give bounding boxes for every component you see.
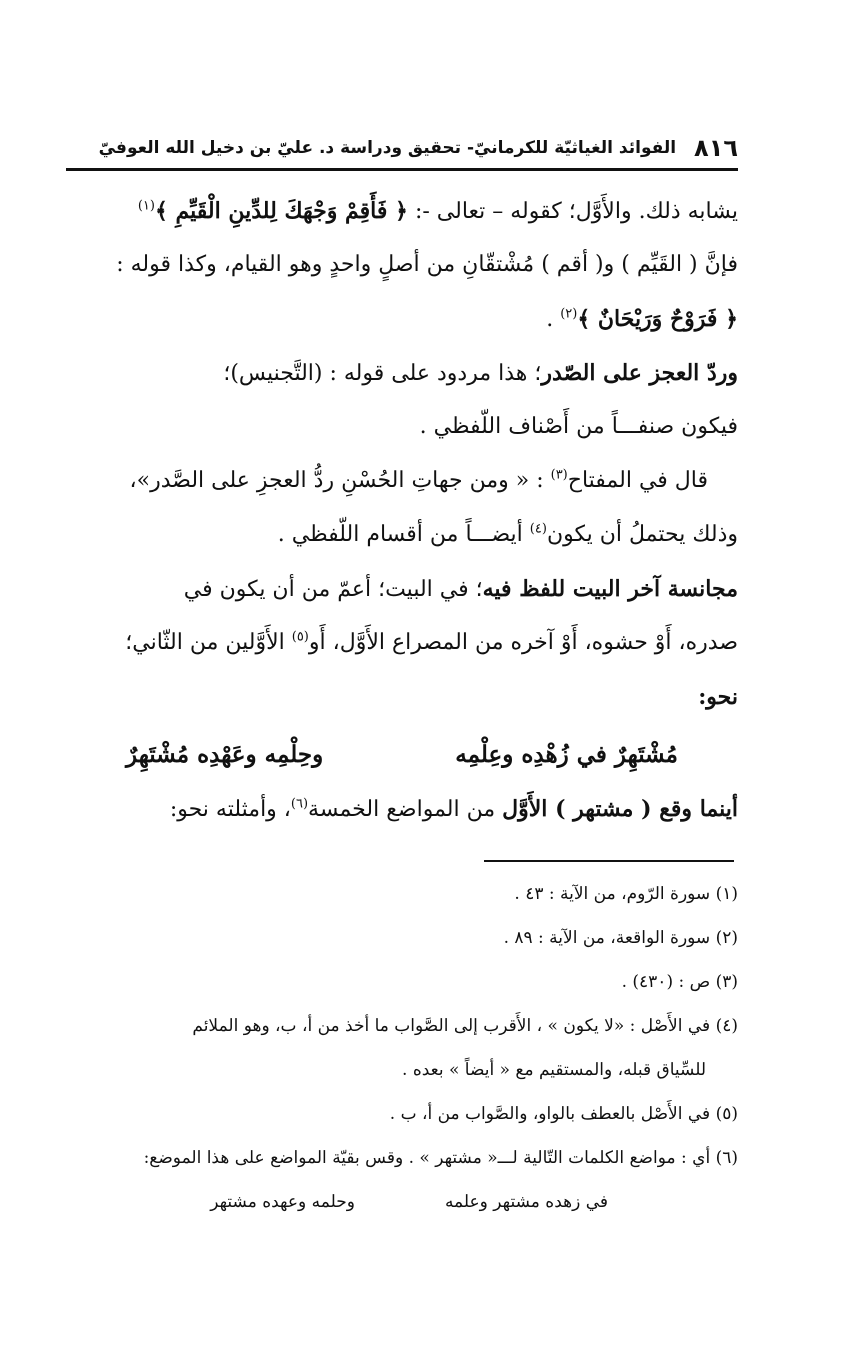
verse-hemistich-1: مُشْتَهِرٌ في زُهْدِه وعِلْمِه	[455, 741, 678, 768]
text-segment: .	[546, 307, 561, 332]
text-segment: أيضـــاً من أقسام اللّفظي .	[277, 522, 530, 547]
text-segment: قال في المفتاح	[567, 468, 708, 493]
text-line-2: فإنَّ ( القَيِّم ) و( أقم ) مُشْتقّانِ من أصلٍ واحدٍ وهو القيام، وكذا قوله :	[116, 252, 738, 277]
text-segment: الأَوَّل	[502, 796, 548, 822]
footnote-4-continuation: للسِّياق قبله، والمستقيم مع « أيضاً » بعده .	[402, 1060, 706, 1080]
footnote-2: (٢) سورة الواقعة، من الآية : ٨٩ .	[503, 928, 738, 948]
footnote-separator	[484, 860, 734, 862]
text-segment: : « ومن جهاتِ الحُسْنِ ردُّ العجزِ على الصَّدر»،	[129, 468, 551, 493]
footnote-3: (٣) ص : (٤٣٠) .	[621, 972, 738, 992]
footnotes	[66, 872, 738, 1224]
text-line-8	[66, 562, 738, 616]
footnote-1: (١) سورة الرّوم، من الآية : ٤٣ .	[514, 884, 738, 904]
footnote-verse-part-2: وحلمه وعهده مشتهر	[210, 1192, 355, 1212]
text-line-after-verse	[66, 782, 738, 837]
text-segment: أينما وقع ( مشتهر )	[547, 796, 738, 822]
page-number: ٨١٦	[694, 134, 738, 162]
verse-hemistich-2: وحِلْمِه وعَهْدِه مُشْتَهِرٌ	[126, 741, 324, 768]
text-line-10: نحو:	[698, 684, 738, 710]
text-segment: ، وأمثلته نحو:	[169, 797, 291, 822]
text-segment: ؛ في البيت؛ أعمّ من أن يكون في	[183, 577, 483, 602]
quran-quote: ﴿ فَرَوْحٌ وَرَيْحَانٌ ﴾	[577, 306, 738, 332]
text-segment: يشابه ذلك. والأَوَّل؛ كقوله – تعالى -:	[407, 199, 738, 224]
footnote-6-verse	[66, 1180, 738, 1224]
footnote-ref-1[interactable]: (١)	[137, 198, 155, 214]
text-line-7	[66, 508, 738, 562]
running-title: الفوائد الغياثيّة للكرمانيّ- تحقيق ودراسة د. عليّ بن دخيل الله العوفيّ	[98, 138, 677, 158]
text-segment: الأَوَّلين من الثّاني؛	[125, 630, 292, 655]
footnote-ref-4[interactable]: (٤)	[529, 521, 547, 537]
text-line-1	[66, 184, 738, 238]
footnote-ref-5[interactable]: (٥)	[291, 629, 309, 645]
quran-quote: ﴿ فَأَقِمْ وَجْهَكَ لِلدِّينِ الْقَيِّمِ ﴾	[154, 198, 408, 224]
footnote-4: (٤) في الأَصْل : «لا يكون » ، الأَقرب إلى الصَّواب ما أخذ من أ، ب، وهو الملائم	[192, 1016, 738, 1036]
footnote-ref-3[interactable]: (٣)	[550, 467, 568, 483]
text-segment: صدره، أَوْ حشوه، أَوْ آخره من المصراع الأَوَّل، أَو	[308, 630, 738, 655]
footnote-5: (٥) في الأَصْل بالعطف بالواو، والصَّواب من أ، ب .	[389, 1104, 738, 1124]
main-text	[66, 184, 738, 724]
footnote-6: (٦) أي : مواضع الكلمات التّالية لـــ« مشتهر » . وقس بقيّة المواضع على هذا الموضع:	[143, 1148, 738, 1168]
text-line-4	[66, 346, 738, 400]
text-line-6	[66, 454, 738, 508]
text-line-3	[66, 292, 738, 346]
text-line-5: فيكون صنفـــاً من أَصْناف اللّفظي .	[419, 414, 738, 439]
text-line-9	[66, 616, 738, 670]
poetry-verse	[66, 728, 738, 782]
footnote-ref-6[interactable]: (٦)	[290, 796, 309, 812]
page-header	[66, 128, 738, 171]
footnote-ref-2[interactable]: (٢)	[560, 306, 578, 322]
section-term: مجانسة آخر البيت للفظ فيه	[482, 576, 738, 602]
text-segment: من المواضع الخمسة	[308, 797, 503, 822]
footnote-verse-part-1: في زهده مشتهر وعلمه	[444, 1192, 608, 1212]
text-segment: وذلك يحتملُ أن يكون	[546, 522, 738, 547]
text-segment: ؛ هذا مردود على قوله : (التَّجنيس)؛	[223, 361, 542, 386]
section-term: وردّ العجز على الصّدر	[541, 360, 738, 386]
